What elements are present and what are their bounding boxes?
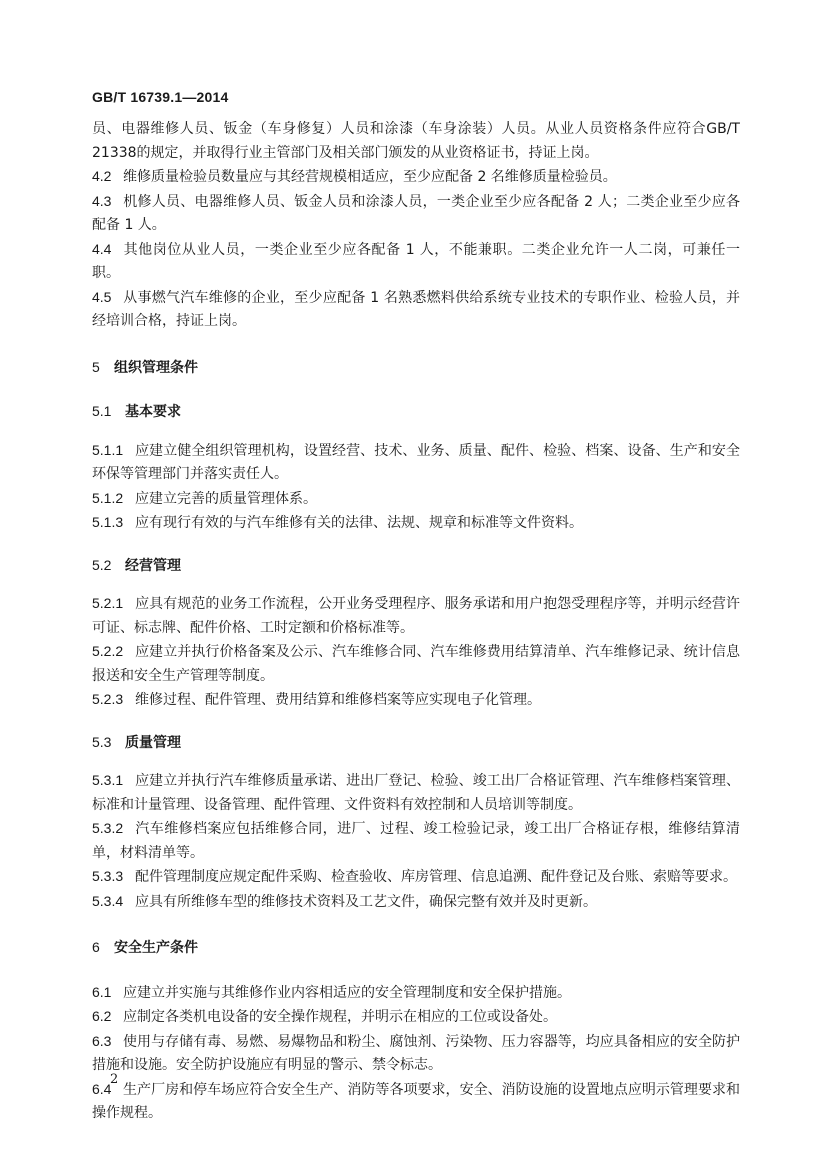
clause-number: 6.3 [92,1032,112,1049]
subsection-number: 5.3 [92,733,112,750]
clause-4-4 [92,238,740,286]
clause-text: 应具有规范的业务工作流程，公开业务受理程序、服务承诺和用户抱怨受理程序等，并明示经营许可证、标志牌、配件价格、工时定额和价格标准等。 [92,596,740,636]
clause-number: 5.2.2 [92,643,124,659]
standard-code-header: GB/T 16739.1—2014 [92,89,229,105]
clause-text: 维修过程、配件管理、费用结算和维修档案等应实现电子化管理。 [135,692,541,708]
clause-number: 5.1.1 [92,441,124,458]
clause-text: 使用与存储有毒、易燃、易爆物品和粉尘、腐蚀剂、污染物、压力容器等，均应具备相应的安全防护措施和设施。安全防护设施应有明显的警示、禁令标志。 [92,1033,740,1073]
clause-number: 5.1.2 [92,489,124,506]
clause-number: 4.3 [92,192,112,209]
clause-4-5 [92,286,740,334]
clause-number: 5.3.3 [92,868,124,884]
subsection-5-2-heading [92,554,740,579]
subsection-title: 基本要求 [125,404,181,420]
clause-text: 应有现行有效的与汽车维修有关的法律、法规、规章和标准等文件资料。 [135,515,583,531]
section-5-heading [92,356,740,381]
section-number: 5 [92,358,100,375]
clause-text: 应建立并实施与其维修作业内容相适应的安全管理制度和安全保护措施。 [123,984,571,1001]
clause-number: 4.2 [92,168,112,184]
clause-5-3-3 [92,865,740,890]
clause-text: 汽车维修档案应包括维修合同，进厂、过程、竣工检验记录，竣工出厂合格证存根，维修结算清单，材料清单等。 [92,821,740,861]
clause-5-2-3 [92,688,740,713]
section-number: 6 [92,939,100,955]
clause-text: 应制定各类机电设备的安全操作规程，并明示在相应的工位或设备处。 [123,1009,557,1025]
subsection-number: 5.1 [92,403,112,419]
clause-5-3-2 [92,817,740,865]
clause-text: 应建立完善的质量管理体系。 [135,490,317,507]
subsection-title: 经营管理 [125,557,181,574]
clause-6-2 [92,1005,740,1030]
clause-4-2 [92,165,740,190]
subsection-title: 质量管理 [125,734,181,751]
clause-4-3 [92,190,740,238]
clause-6-1 [92,981,740,1006]
clause-text: 维修质量检验员数量应与其经营规模相适应，至少应配备 2 名维修质量检验员。 [123,169,617,185]
clause-number: 6.1 [92,983,112,1000]
clause-text: 生产厂房和停车场应符合安全生产、消防等各项要求，安全、消防设施的设置地点应明示管理要求和操作规程。 [92,1081,740,1121]
clause-text: 应建立并执行价格备案及公示、汽车维修合同、汽车维修费用结算清单、汽车维修记录、统计信息报送和安全生产管理等制度。 [92,644,740,684]
clause-5-2-2 [92,640,740,688]
clause-text: 应建立并执行汽车维修质量承诺、进出厂登记、检验、竣工出厂合格证管理、汽车维修档案管理、标准和计量管理、设备管理、配件管理、文件资料有效控制和人员培训等制度。 [92,773,740,813]
clause-6-3 [92,1030,740,1078]
clause-text: 从事燃气汽车维修的企业，至少应配备 1 名熟悉燃料供给系统专业技术的专职作业、检验人员，并经培训合格，持证上岗。 [92,289,740,329]
section-title: 安全生产条件 [114,940,198,956]
clause-5-1-2 [92,487,740,512]
document-body [92,118,740,1126]
clause-number: 5.1.3 [92,514,124,530]
clause-number: 5.3.1 [92,772,124,788]
clause-number: 6.2 [92,1008,112,1024]
clause-5-1-1 [92,439,740,487]
clause-number: 4.4 [92,240,112,257]
clause-text: 应具有所维修车型的维修技术资料及工艺文件，确保完整有效并及时更新。 [135,893,597,910]
subsection-5-1-heading [92,400,740,425]
clause-number: 5.3.4 [92,892,124,909]
subsection-number: 5.2 [92,556,112,573]
section-6-heading [92,936,740,961]
clause-5-3-4 [92,890,740,915]
continuation-paragraph: 员、电器维修人员、钣金（车身修复）人员和涂漆（车身涂装）人员。从业人员资格条件应符合GB/T 21338的规定，并取得行业主管部门及相关部门颁发的从业资格证书，持证上岗。 [92,121,740,161]
clause-number: 5.2.1 [92,595,124,611]
clause-text: 应建立健全组织管理机构，设置经营、技术、业务、质量、配件、检验、档案、设备、生产和安全环保等管理部门并落实责任人。 [92,442,740,482]
section-title: 组织管理条件 [114,359,198,376]
clause-number: 4.5 [92,288,112,305]
clause-5-2-1 [92,592,740,640]
clause-text: 机修人员、电器维修人员、钣金人员和涂漆人员，一类企业至少应各配备 2 人；二类企业至少应各配备 1 人。 [92,193,740,233]
clause-6-4 [92,1078,740,1126]
clause-5-3-1 [92,769,740,817]
clause-number: 5.2.3 [92,691,124,707]
clause-5-1-3 [92,511,740,536]
clause-text: 配件管理制度应规定配件采购、检查验收、库房管理、信息追溯、配件登记及台账、索赔等要求。 [135,869,737,885]
page-number: 2 [110,1072,119,1087]
clause-number: 6.4 [92,1080,112,1097]
clause-number: 5.3.2 [92,820,124,836]
subsection-5-3-heading [92,731,740,756]
clause-text: 其他岗位从业人员，一类企业至少应各配备 1 人，不能兼职。二类企业允许一人二岗，可兼任一职。 [92,241,740,281]
